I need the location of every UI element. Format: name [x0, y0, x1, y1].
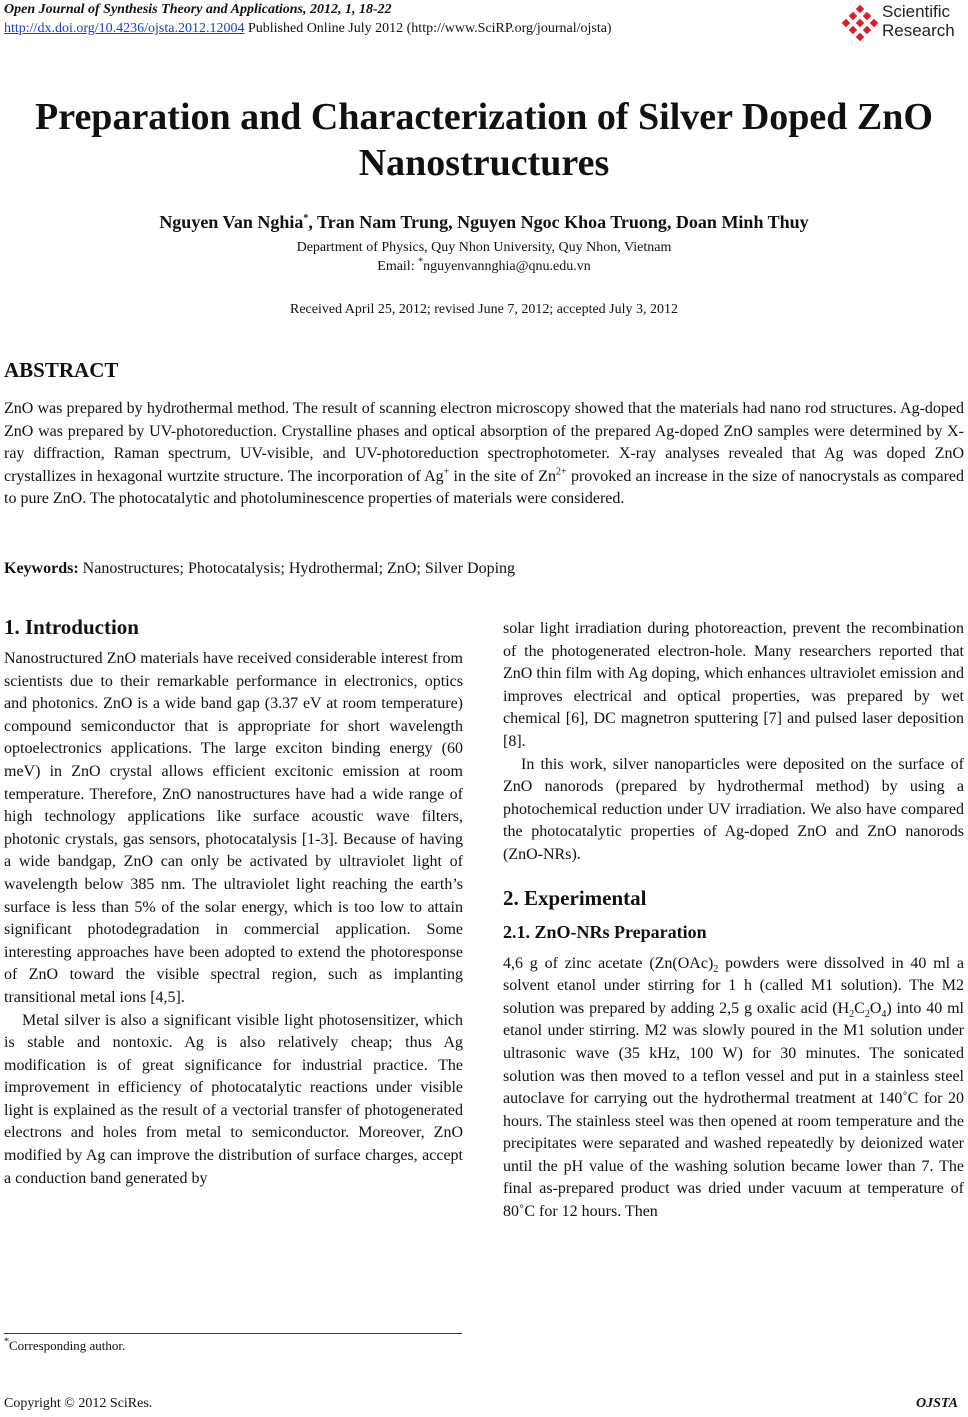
right-column [503, 618, 964, 1224]
doi-line [4, 21, 612, 37]
published-online: Published Online July 2012 (http://www.SciRP.org/journal/ojsta) [244, 21, 612, 36]
abstract-text-c: provoked an increase in the size of nanocrystals as compared to pure ZnO. The photocatalytic and photoluminescence properties of materials were considered. [4, 467, 965, 507]
footnote-rule [4, 1333, 462, 1334]
exp-text-2: powders were dissolved in 40 ml a solvent etanol under stirring for 1 h (called M1 solution). The M2 solution was prepared by adding 2,5 g oxalic acid (H [503, 954, 964, 1017]
keywords [4, 560, 515, 578]
email-address: nguyenvannghia@qnu.edu.vn [423, 259, 591, 274]
exp-sub-4: 4 [881, 1008, 887, 1020]
footnote [4, 1338, 125, 1354]
scientific-research-logo [842, 2, 964, 44]
affiliation: Department of Physics, Quy Nhon University, Quy Nhon, Vietnam [296, 240, 672, 255]
received-dates: Received April 25, 2012; revised June 7, 2012; accepted July 3, 2012 [289, 302, 679, 317]
other-authors: , Tran Nam Trung, Nguyen Ngoc Khoa Truong, Doan Minh Thuy [308, 212, 809, 232]
copyright: Copyright © 2012 SciRes. [4, 1396, 153, 1411]
exp-text-3: C [854, 999, 865, 1017]
email-line [0, 256, 968, 275]
exp-sub-1: 2 [713, 963, 719, 975]
journal-abbreviation: OJSTA [915, 1396, 958, 1411]
exp-text-1: 4,6 g of zinc acetate (Zn(OAc) [503, 954, 714, 972]
journal-citation [4, 2, 392, 18]
keywords-label: Keywords: [4, 560, 79, 577]
abstract-heading: ABSTRACT [4, 358, 119, 382]
exp-sub-3: 2 [864, 1008, 870, 1020]
zno-nrs-preparation-heading: 2.1. ZnO-NRs Preparation [503, 921, 707, 942]
logo-line-2: Research [882, 21, 955, 40]
doi-link[interactable]: http://dx.doi.org/10.4236/ojsta.2012.12004 [4, 21, 245, 36]
logo-line-1: Scientific [882, 2, 951, 21]
ag-charge: + [443, 466, 450, 478]
exp-sub-2: 2 [849, 1008, 855, 1020]
author-1: Nguyen Van Nghia [159, 212, 304, 232]
email-label: Email: [377, 259, 419, 274]
exp-text-4: O [869, 999, 882, 1017]
author-list [0, 212, 968, 233]
keywords-text: Nanostructures; Photocatalysis; Hydrothermal; ZnO; Silver Doping [78, 560, 516, 577]
paper-title [0, 94, 968, 186]
experimental-paragraph-1 [503, 953, 964, 1224]
abstract-text-b: in the site of Zn [449, 467, 557, 485]
title-line-2: Nanostructures [358, 142, 610, 184]
introduction-heading: 1. Introduction [4, 615, 139, 639]
intro-paragraph-4: In this work, silver nanoparticles were deposited on the surface of ZnO nanorods (prepared by hydrothermal method) by using a photochemical reduction under UV irradiation. We also have compared the photocatalytic properties of Ag-doped ZnO and ZnO nanorods (ZnO-NRs). [503, 755, 964, 863]
journal-citation-details: , 2012, 1, 18-22 [302, 2, 392, 17]
abstract-body [4, 398, 964, 511]
experimental-heading: 2. Experimental [503, 885, 647, 910]
email-mark: * [418, 256, 424, 268]
corresponding-mark: * [303, 213, 309, 224]
logo-text [882, 2, 955, 40]
abstract-text-a: ZnO was prepared by hydrothermal method. The result of scanning electron microscopy showed that the materials had nano rod structures. Ag-doped ZnO was prepared by UV-photoreduction. Crystalline phases and optical absorption of the prepared Ag-doped ZnO samples were determined by X-ray diffraction, Raman spectrum, UV-visible, and UV-photoreduction spectrophotometer. X-ray analyses revealed that Ag was doped ZnO crystallizes in hexagonal wurtzite structure. The incorporation of Ag [4, 400, 964, 485]
title-line-1: Preparation and Characterization of Silver Doped ZnO [35, 96, 933, 138]
footnote-mark: * [4, 1336, 9, 1348]
intro-paragraph-2: Metal silver is also a significant visible light photosensitizer, which is stable and nontoxic. Ag is also relatively cheap; thus Ag modification is of great significance for industrial practice. The improvement in efficiency of photocatalytic reactions under visible light is explained as the result of a vectorial transfer of photogenerated electrons and holes from metal to semiconductor. Moreover, ZnO modified by Ag can improve the distribution of surface charges, accept a conduction band generated by [4, 1011, 463, 1187]
zn-charge: 2+ [556, 466, 567, 478]
logo-diamond-icon [842, 5, 878, 41]
footnote-text: Corresponding author. [9, 1338, 126, 1353]
journal-name: Open Journal of Synthesis Theory and Applications [4, 2, 303, 17]
intro-paragraph-3: solar light irradiation during photoreaction, prevent the recombination of the photogenerated electron-hole. Many researchers reported that ZnO thin film with Ag doping, which enhances ultraviolet emission and improves electrical and optical properties, was prepared by wet chemical [6], DC magnetron sputtering [7] and pulsed laser deposition [8]. [503, 620, 964, 750]
exp-text-5: ) into 40 ml etanol under stirring. M2 was slowly poured in the M1 solution under ultrasonic wave (35 kHz, 100 W) for 30 minutes. The sonicated solution was then moved to a teflon vessel and put in a stainless steel autoclave for carrying out the hydrothermal treatment at 140˚C for 20 hours. The stainless steel was then opened at room temperature and the precipitates were separated and washed repeatedly by deionized water until the pH value of the washing solution became lower than 7. The final as-prepared product was dried under vacuum at temperature of 80˚C for 12 hours. Then [503, 999, 965, 1221]
intro-paragraph-1: Nanostructured ZnO materials have received considerable interest from scientists due to their remarkable performance in electronics, optics and photonics. ZnO is a wide band gap (3.37 eV at room temperature) compound semiconductor that is appropriate for short wavelength optoelectronics applications. The large exciton binding energy (60 meV) in ZnO crystal allows efficient excitonic emission at room temperature. Therefore, ZnO nanostructures have had a wide range of high technology applications like surface acoustic wave filters, photonic crystals, gas sensors, photocatalysis [1-3]. Because of having a wide bandgap, ZnO can only be activated by ultraviolet light of wavelength below 385 nm. The ultraviolet light reaching the earth’s surface is less than 5% of the solar energy, which is too low to attain significant photodegradation in commercial application. Some interesting approaches have been adopted to extend the photoresponse of ZnO toward the visible spectral region, such as implanting transitional metal ions [4,5]. [4, 650, 463, 1006]
left-column [4, 612, 463, 1190]
